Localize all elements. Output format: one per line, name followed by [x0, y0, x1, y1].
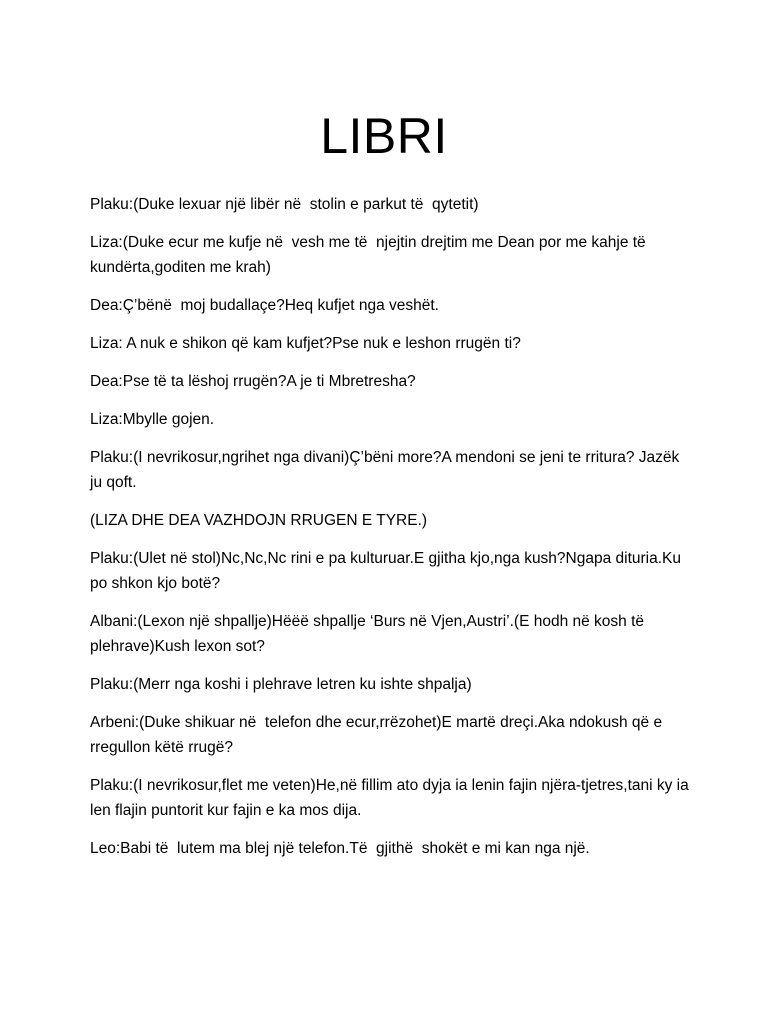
paragraph: Plaku:(Merr nga koshi i plehrave letren ku ishte shpalja) [90, 676, 472, 693]
paragraph: Arbeni:(Duke shikuar në telefon dhe ecur,rrëzohet)E martë dreçi.Aka ndokush që e rregullon këtë rrugë? [90, 714, 667, 756]
paragraph: Liza:Mbylle gojen. [90, 411, 215, 428]
document-title: LIBRI [320, 108, 448, 164]
paragraph: Liza:(Duke ecur me kufje në vesh me të njejtin drejtim me Dean por me kahje të kundërta,goditen me krah) [90, 234, 650, 276]
paragraph: Plaku:(Duke lexuar një libër në stolin e parkut të qytetit) [90, 196, 479, 213]
document-body [90, 192, 694, 874]
paragraph: Dea:Pse të ta lëshoj rrugën?A je ti Mbretresha? [90, 373, 416, 390]
paragraph: Plaku:(Ulet në stol)Nc,Nc,Nc rini e pa kulturuar.E gjitha kjo,nga kush?Ngapa dituria.Ku po shkon kjo botë? [90, 550, 686, 592]
paragraph: Plaku:(I nevrikosur,flet me veten)He,në fillim ato dyja ia lenin fajin njëra-tjetres,tani ky ia len flajin puntorit kur fajin e ka mos dija. [90, 777, 694, 819]
paragraph: Dea:Ç’bënë moj budallaçe?Heq kufjet nga veshët. [90, 297, 439, 314]
paragraph: Albani:(Lexon një shpallje)Hëëë shpallje ‘Burs në Vjen,Austri’.(E hodh në kosh të plehrave)Kush lexon sot? [90, 613, 649, 655]
paragraph: (LIZA DHE DEA VAZHDOJN RRUGEN E TYRE.) [90, 512, 428, 529]
paragraph: Plaku:(I nevrikosur,ngrihet nga divani)Ç’bëni more?A mendoni se jeni te rritura? Jazëk ju qoft. [90, 449, 684, 491]
paragraph: Liza: A nuk e shikon që kam kufjet?Pse nuk e leshon rrugën ti? [90, 335, 521, 352]
paragraph: Leo:Babi të lutem ma blej një telefon.Të gjithë shokët e mi kan nga një. [90, 840, 590, 857]
